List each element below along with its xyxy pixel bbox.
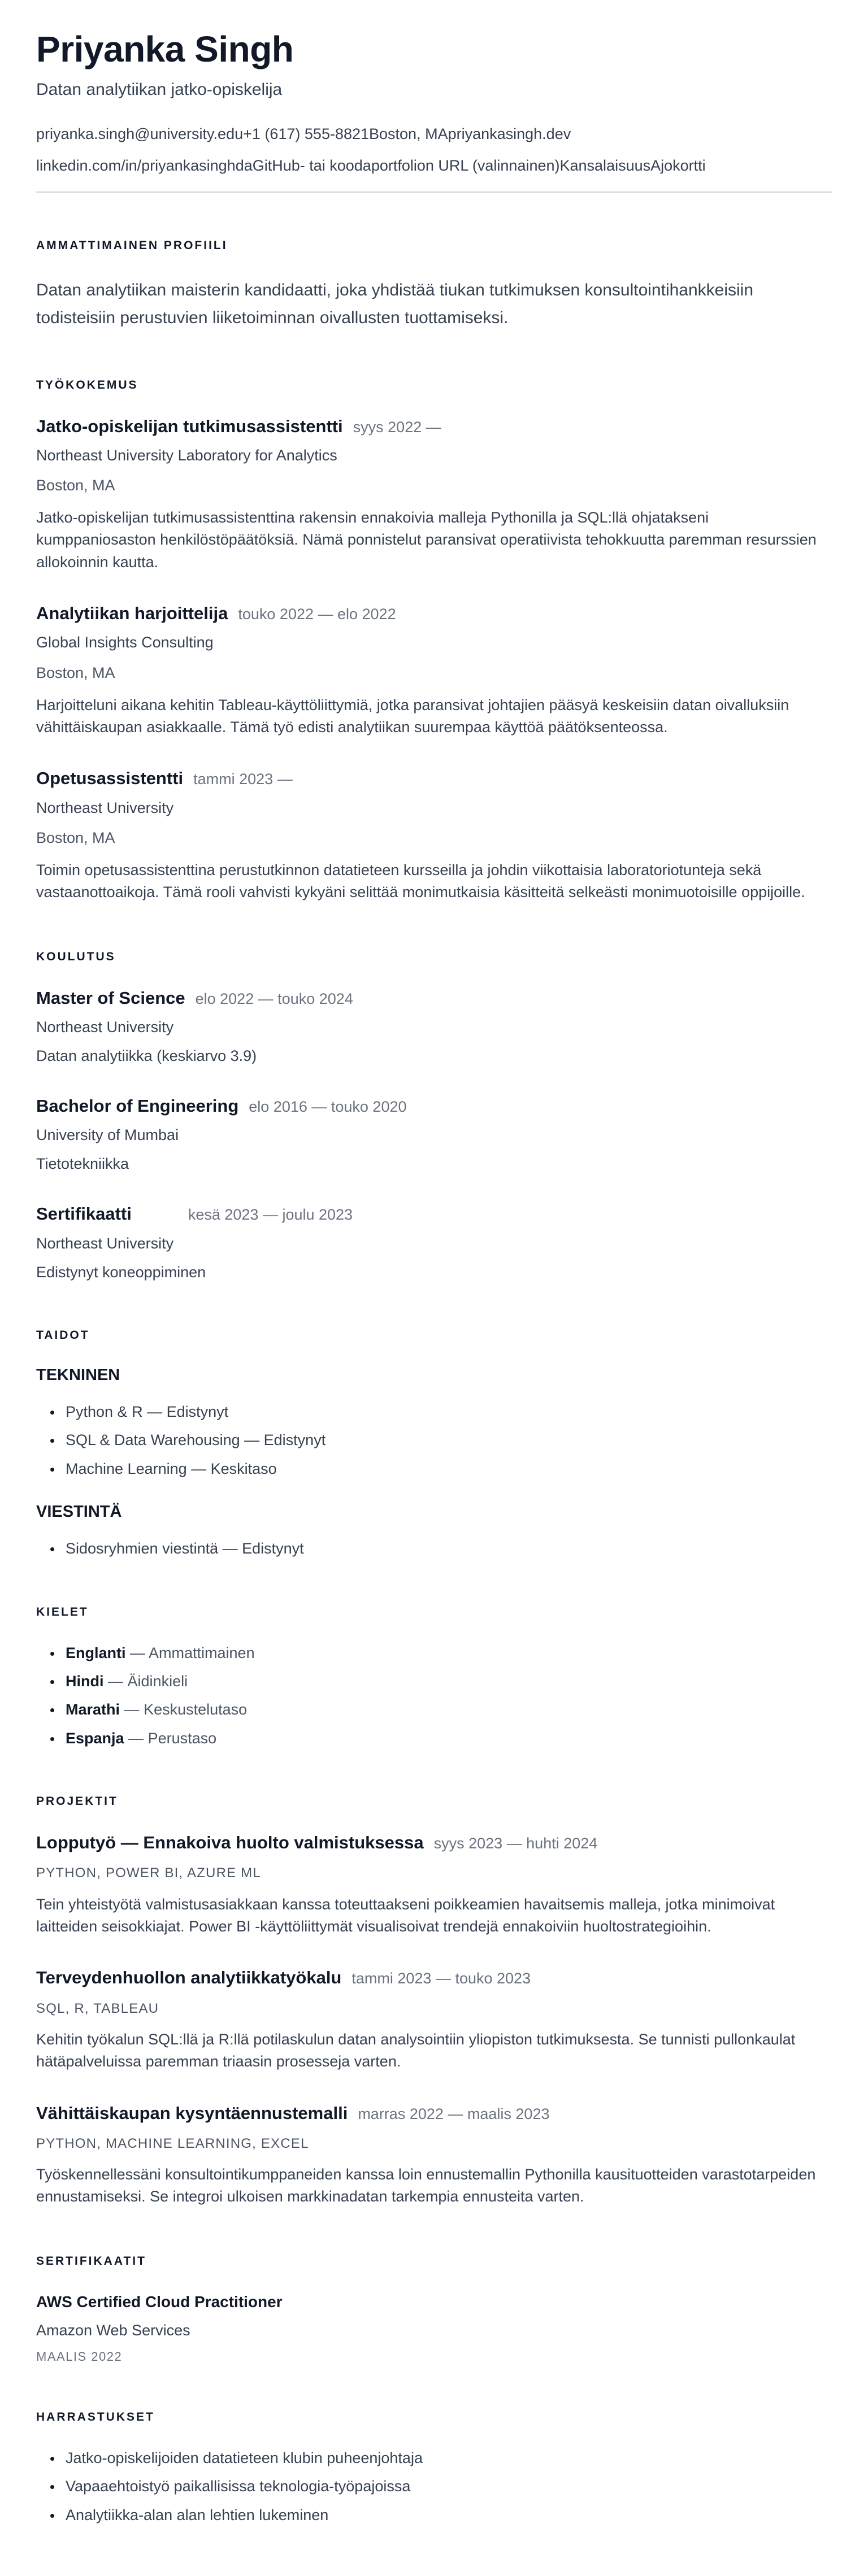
subtitle: Datan analytiikan jatko-opiskelija xyxy=(36,80,283,99)
section-heading-projects: PROJEKTIT xyxy=(36,1795,118,1808)
hobby-item: • Jatko-opiskelijoiden datatieteen klubin puheenjohtaja xyxy=(62,2448,832,2468)
entry-header xyxy=(36,768,832,789)
contact-line-2: linkedin.com/in/priyankasinghdaGitHub- tai koodaportfolion URL (valinnainen)KansalaisuusAjokortti xyxy=(36,156,832,193)
language-item xyxy=(62,1699,832,1720)
entry-company: Northeast University Laboratory for Analytics xyxy=(36,446,337,464)
certification-name: AWS Certified Cloud Practitioner xyxy=(36,2292,283,2310)
dash-separator: — xyxy=(130,1644,146,1661)
language-item xyxy=(62,1643,832,1663)
entry-school: Northeast University xyxy=(36,1234,174,1252)
language-level: — Perustaso xyxy=(128,1729,217,1747)
entry-header xyxy=(36,1967,832,1988)
certification-issuer: Amazon Web Services xyxy=(36,2321,190,2339)
entry-title: Jatko-opiskelijan tutkimusassistentti xyxy=(36,416,343,436)
experience-entry xyxy=(36,416,832,574)
profile-text: Datan analytiikan maisterin kandidaatti, joka yhdistää tiukan tutkimuksen konsultointihankkeisiin todisteisiin perustuvien liiketoiminnan oivallusten tuottamiseksi. xyxy=(36,280,754,328)
language-level: — Äidinkieli xyxy=(108,1672,188,1690)
education-entry xyxy=(36,987,832,1066)
entry-description: Toimin opetusassistenttina perustutkinnon datatieteen kursseilla ja johdin viikottaisia laboratoriotunteja sekä vastaanottoaikoja. Tämä rooli vahvisti kykyäni selittää monimutkaisia käsitteitä selkeästi monimuotoisille oppijoille. xyxy=(36,861,805,901)
entry-date: touko 2022 — elo 2022 xyxy=(238,606,396,623)
experience-entry xyxy=(36,603,832,738)
entry-location: Boston, MA xyxy=(36,664,115,681)
hobby-item: • Vapaaehtoistyö paikallisissa teknologia-työpajoissa xyxy=(62,2476,832,2496)
experience-entry xyxy=(36,768,832,903)
entry-description: Kehitin työkalun SQL:llä ja R:llä potilaskulun datan analysointiin yliopiston tutkimuksesta. Se tunnisti pullonkaulat hätäpalveluissa paremman triaasin prosesseja varten. xyxy=(36,2030,796,2070)
entry-date: tammi 2023 — xyxy=(193,771,293,788)
education-entry xyxy=(36,1095,832,1174)
project-entry xyxy=(36,1832,832,1938)
entry-school: University of Mumbai xyxy=(36,1126,179,1144)
section-heading-skills: TAIDOT xyxy=(36,1328,90,1342)
skills-list-communication xyxy=(36,1538,832,1559)
section-heading-certifications: SERTIFIKAATIT xyxy=(36,2254,146,2268)
entry-title: Vähittäiskaupan kysyntäennustemalli xyxy=(36,2103,348,2123)
entry-date: tammi 2023 — touko 2023 xyxy=(351,1970,531,1987)
hobbies-list xyxy=(36,2448,832,2525)
skill-item: • Machine Learning — Keskitaso xyxy=(62,1459,832,1479)
entry-header xyxy=(36,416,832,437)
header xyxy=(36,29,832,193)
entry-field: Tietotekniikka xyxy=(36,1155,129,1173)
entry-title: Opetusassistentti xyxy=(36,768,184,789)
skills-subheading-technical: TEKNINEN xyxy=(36,1365,120,1384)
entry-title: Terveydenhuollon analytiikkatyökalu xyxy=(36,1968,342,1988)
entry-description: Harjoitteluni aikana kehitin Tableau-käyttöliittymiä, jotka paransivat johtajien pääsyä keskeisiin datan oivalluksiin vähittäiskaupan asiakkaalle. Tämä työ edisti analytiikan suurempaa käyttöä päätöksenteossa. xyxy=(36,696,789,736)
entry-date: syys 2023 — huhti 2024 xyxy=(433,1835,598,1852)
entry-company: Global Insights Consulting xyxy=(36,634,214,651)
entry-location: Boston, MA xyxy=(36,476,115,494)
skill-item: • Python & R — Edistynyt xyxy=(62,1402,832,1422)
page-title: Priyanka Singh xyxy=(36,29,294,69)
language-item xyxy=(62,1671,832,1691)
entry-description: Tein yhteistyötä valmistusasiakkaan kanssa toteuttaakseni poikkeamien havaitsemis malleja, jotka minimoivat laitteiden seisokkiajat. Power BI -käyttöliittymät visualisoivat trendejä ennakoiviin huoltostrategioihin. xyxy=(36,1895,775,1935)
project-tech: PYTHON, POWER BI, AZURE ML xyxy=(36,1865,261,1881)
skills-list-technical xyxy=(36,1402,832,1479)
contact-line-1: priyanka.singh@university.edu+1 (617) 555-8821Boston, MApriyankasingh.dev xyxy=(36,125,571,143)
section-heading-experience: TYÖKOKEMUS xyxy=(36,378,138,391)
project-entry xyxy=(36,2103,832,2208)
entry-header xyxy=(36,1095,832,1116)
entry-header xyxy=(36,2103,832,2124)
section-heading-languages: KIELET xyxy=(36,1605,89,1618)
entry-date: marras 2022 — maalis 2023 xyxy=(358,2105,550,2122)
entry-field: Datan analytiikka (keskiarvo 3.9) xyxy=(36,1047,257,1064)
entry-header xyxy=(36,987,832,1008)
entry-header xyxy=(36,603,832,624)
language-level: — Ammattimainen xyxy=(130,1644,255,1661)
entry-school: Northeast University xyxy=(36,1018,174,1035)
section-certifications xyxy=(36,2255,832,2364)
entry-header xyxy=(36,1832,832,1853)
entry-date: syys 2022 — xyxy=(353,418,441,436)
project-tech: SQL, R, TABLEAU xyxy=(36,2000,159,2016)
section-profile xyxy=(36,239,832,332)
education-entry xyxy=(36,1203,832,1282)
section-heading-profile: AMMATTIMAINEN PROFIILI xyxy=(36,238,228,252)
section-heading-hobbies: HARRASTUKSET xyxy=(36,2410,155,2423)
language-name: Englanti xyxy=(66,1644,126,1661)
section-experience xyxy=(36,378,832,904)
language-name: Hindi xyxy=(66,1672,104,1690)
dash-separator: — xyxy=(128,1729,144,1747)
language-name: Espanja xyxy=(66,1729,124,1747)
entry-title: Lopputyö — Ennakoiva huolto valmistuksessa xyxy=(36,1833,424,1853)
entry-header xyxy=(36,1203,832,1224)
section-skills xyxy=(36,1329,832,1559)
entry-date: kesä 2023 — joulu 2023 xyxy=(188,1206,353,1224)
dash-separator: — xyxy=(124,1701,140,1718)
language-name: Marathi xyxy=(66,1701,120,1718)
entry-title: Bachelor of Engineering xyxy=(36,1096,239,1116)
skills-subheading-communication: VIESTINTÄ xyxy=(36,1503,122,1521)
skill-item: • SQL & Data Warehousing — Edistynyt xyxy=(62,1430,832,1450)
entry-location: Boston, MA xyxy=(36,829,115,846)
section-heading-education: KOULUTUS xyxy=(36,950,116,963)
section-education xyxy=(36,950,832,1282)
dash-separator: — xyxy=(108,1672,124,1690)
entry-description: Jatko-opiskelijan tutkimusassistenttina rakensin ennakoivia malleja Pythonilla ja SQL:llä ohjatakseni kumppaniosaston henkilöstöpäätöksiä. Nämä ponnistelut paransivat operatiivista tehokkuutta paremman resurssien allokoinnin kautta. xyxy=(36,509,817,571)
entry-date: elo 2016 — touko 2020 xyxy=(249,1098,407,1116)
language-list xyxy=(36,1643,832,1749)
language-item xyxy=(62,1728,832,1748)
section-projects xyxy=(36,1795,832,2208)
entry-title: Analytiikan harjoittelija xyxy=(36,603,228,624)
entry-company: Northeast University xyxy=(36,799,174,816)
language-level: — Keskustelutaso xyxy=(124,1701,248,1718)
hobby-item: • Analytiikka-alan alan lehtien lukeminen xyxy=(62,2505,832,2525)
section-languages xyxy=(36,1605,832,1749)
project-tech: PYTHON, MACHINE LEARNING, EXCEL xyxy=(36,2135,309,2151)
project-entry xyxy=(36,1967,832,2073)
certification-entry xyxy=(36,2292,832,2364)
entry-title: Sertifikaatti xyxy=(36,1204,132,1224)
entry-date: elo 2022 — touko 2024 xyxy=(195,990,353,1007)
section-hobbies xyxy=(36,2410,832,2525)
certification-date: MAALIS 2022 xyxy=(36,2349,123,2364)
entry-description: Työskennellessäni konsultointikumppaneiden kanssa loin ennustemallin Pythonilla kausituotteiden varastotarpeiden ennustamiseksi. Se integroi ulkoisen markkinadatan tarkempia ennusteita varten. xyxy=(36,2166,816,2205)
entry-title: Master of Science xyxy=(36,987,185,1008)
entry-field: Edistynyt koneoppiminen xyxy=(36,1263,206,1281)
skill-item: • Sidosryhmien viestintä — Edistynyt xyxy=(62,1538,832,1559)
